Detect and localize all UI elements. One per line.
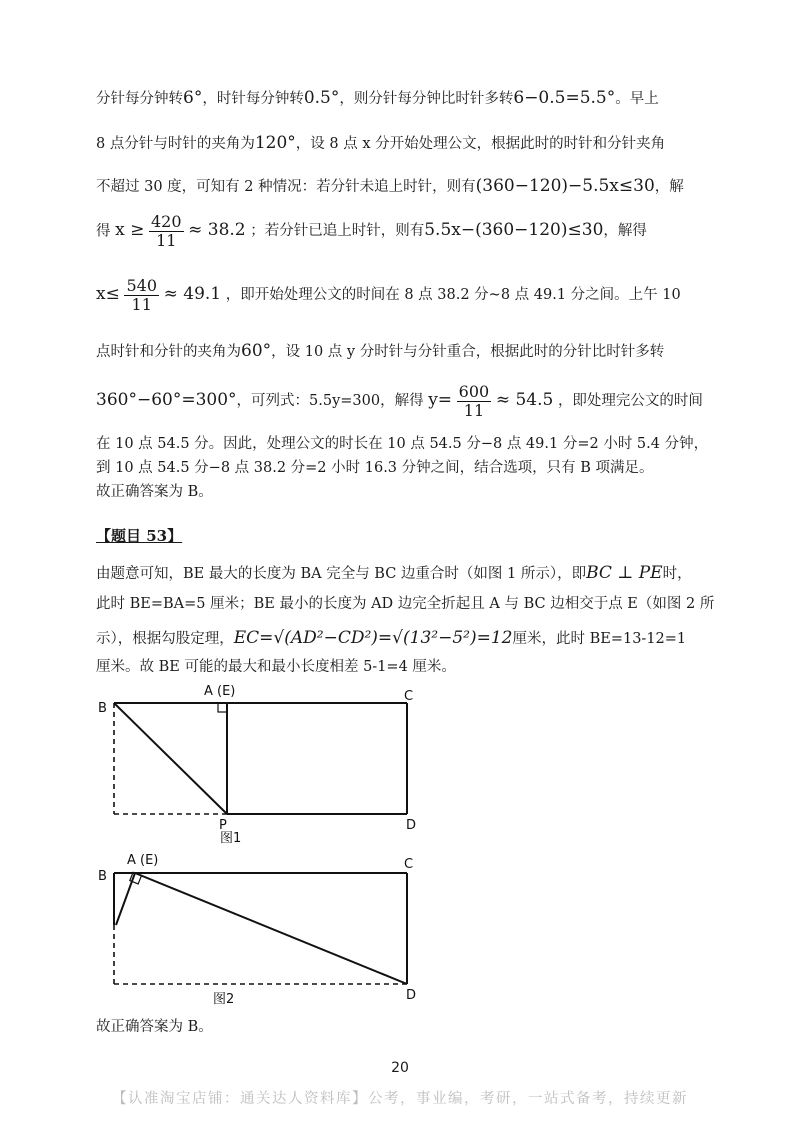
fig2-label-b: B: [98, 869, 107, 884]
fig2-label-c: C: [404, 857, 414, 872]
fig2-caption: 图2: [213, 992, 235, 1007]
para-line: 分针每分钟转6°，时针每分钟转0.5°，则分针每分钟比时针多转6−0.5=5.5°。早上: [96, 88, 659, 108]
fig1-right-angle-mark: [218, 703, 227, 712]
para-line: 到 10 点 54.5 分−8 点 38.2 分=2 小时 16.3 分钟之间，结合选项，只有 B 项满足。: [96, 460, 654, 476]
para-line: 厘米。故 BE 可能的最大和最小长度相差 5-1=4 厘米。: [96, 659, 456, 675]
watermark-footer: 【认准淘宝店铺：通关达人资料库】公考，事业编，考研，一站式备考，持续更新: [112, 1091, 688, 1107]
para-line: 得 x ≥ $\frac{420}{11}$ ≈ 38.2 ；若分针已追上时针，则有5.5x−(360−120)≤30，解得: [96, 211, 647, 250]
fig1-caption: 图1: [220, 831, 242, 846]
fig1-label-c: C: [404, 689, 414, 704]
para-line: 8 点分针与时针的夹角为120°，设 8 点 x 分开始处理公文，根据此时的时针和分针夹角: [96, 133, 666, 153]
fraction: $\frac{420}{11}$: [150, 211, 182, 250]
fig1-edge-bp: [114, 703, 227, 814]
fig1-label-ae: A (E): [204, 684, 236, 699]
question-heading: 【题目 53】: [96, 527, 183, 545]
fig2-right-angle-mark: [130, 872, 142, 884]
para-line: x≤ $\frac{540}{11}$ ≈ 49.1 ，即开始处理公文的时间在 8 点 38.2 分~8 点 49.1 分之间。上午 10: [96, 275, 681, 314]
para-line: 此时 BE=BA=5 厘米；BE 最小的长度为 AD 边完全折起且 A 与 BC 边相交于点 E（如图 2 所: [96, 596, 715, 612]
para-line: 故正确答案为 B。: [96, 484, 213, 500]
para-line: 示），根据勾股定理，EC=√(AD²−CD²)=√(13²−5²)=12厘米，此时 BE=13-12=1: [96, 628, 687, 648]
fig2-label-d: D: [406, 988, 417, 1003]
fig1-label-p: P: [219, 818, 227, 833]
para-line: 360°−60°=300°，可列式：5.5y=300，解得 y= $\frac{600}{11}$ ≈ 54.5 ，即处理完公文的时间: [96, 381, 703, 420]
fig2-edge-ed: [135, 873, 407, 984]
para-line: 不超过 30 度，可知有 2 种情况：若分针未追上时针，则有(360−120)−5.5x≤30，解: [96, 176, 684, 196]
fraction: $\frac{600}{11}$: [458, 381, 490, 420]
fig2-label-ae: A (E): [127, 853, 159, 868]
answer-line: 故正确答案为 B。: [96, 1019, 213, 1035]
para-line: 在 10 点 54.5 分。因此，处理公文的时长在 10 点 54.5 分−8 点 49.1 分=2 小时 5.4 分钟，: [96, 436, 709, 452]
fig1-label-b: B: [98, 701, 107, 716]
para-line: 点时针和分针的夹角为60°，设 10 点 y 分时针与分针重合，根据此时的分针比时针多转: [96, 341, 665, 361]
page-number: 20: [391, 1060, 409, 1076]
para-line: 由题意可知，BE 最大的长度为 BA 完全与 BC 边重合时（如图 1 所示），即BC ⊥ PE时，: [96, 563, 692, 583]
fraction: $\frac{540}{11}$: [126, 275, 157, 314]
fig2-edge-folded: [116, 873, 135, 925]
fig1-label-d: D: [406, 818, 417, 833]
